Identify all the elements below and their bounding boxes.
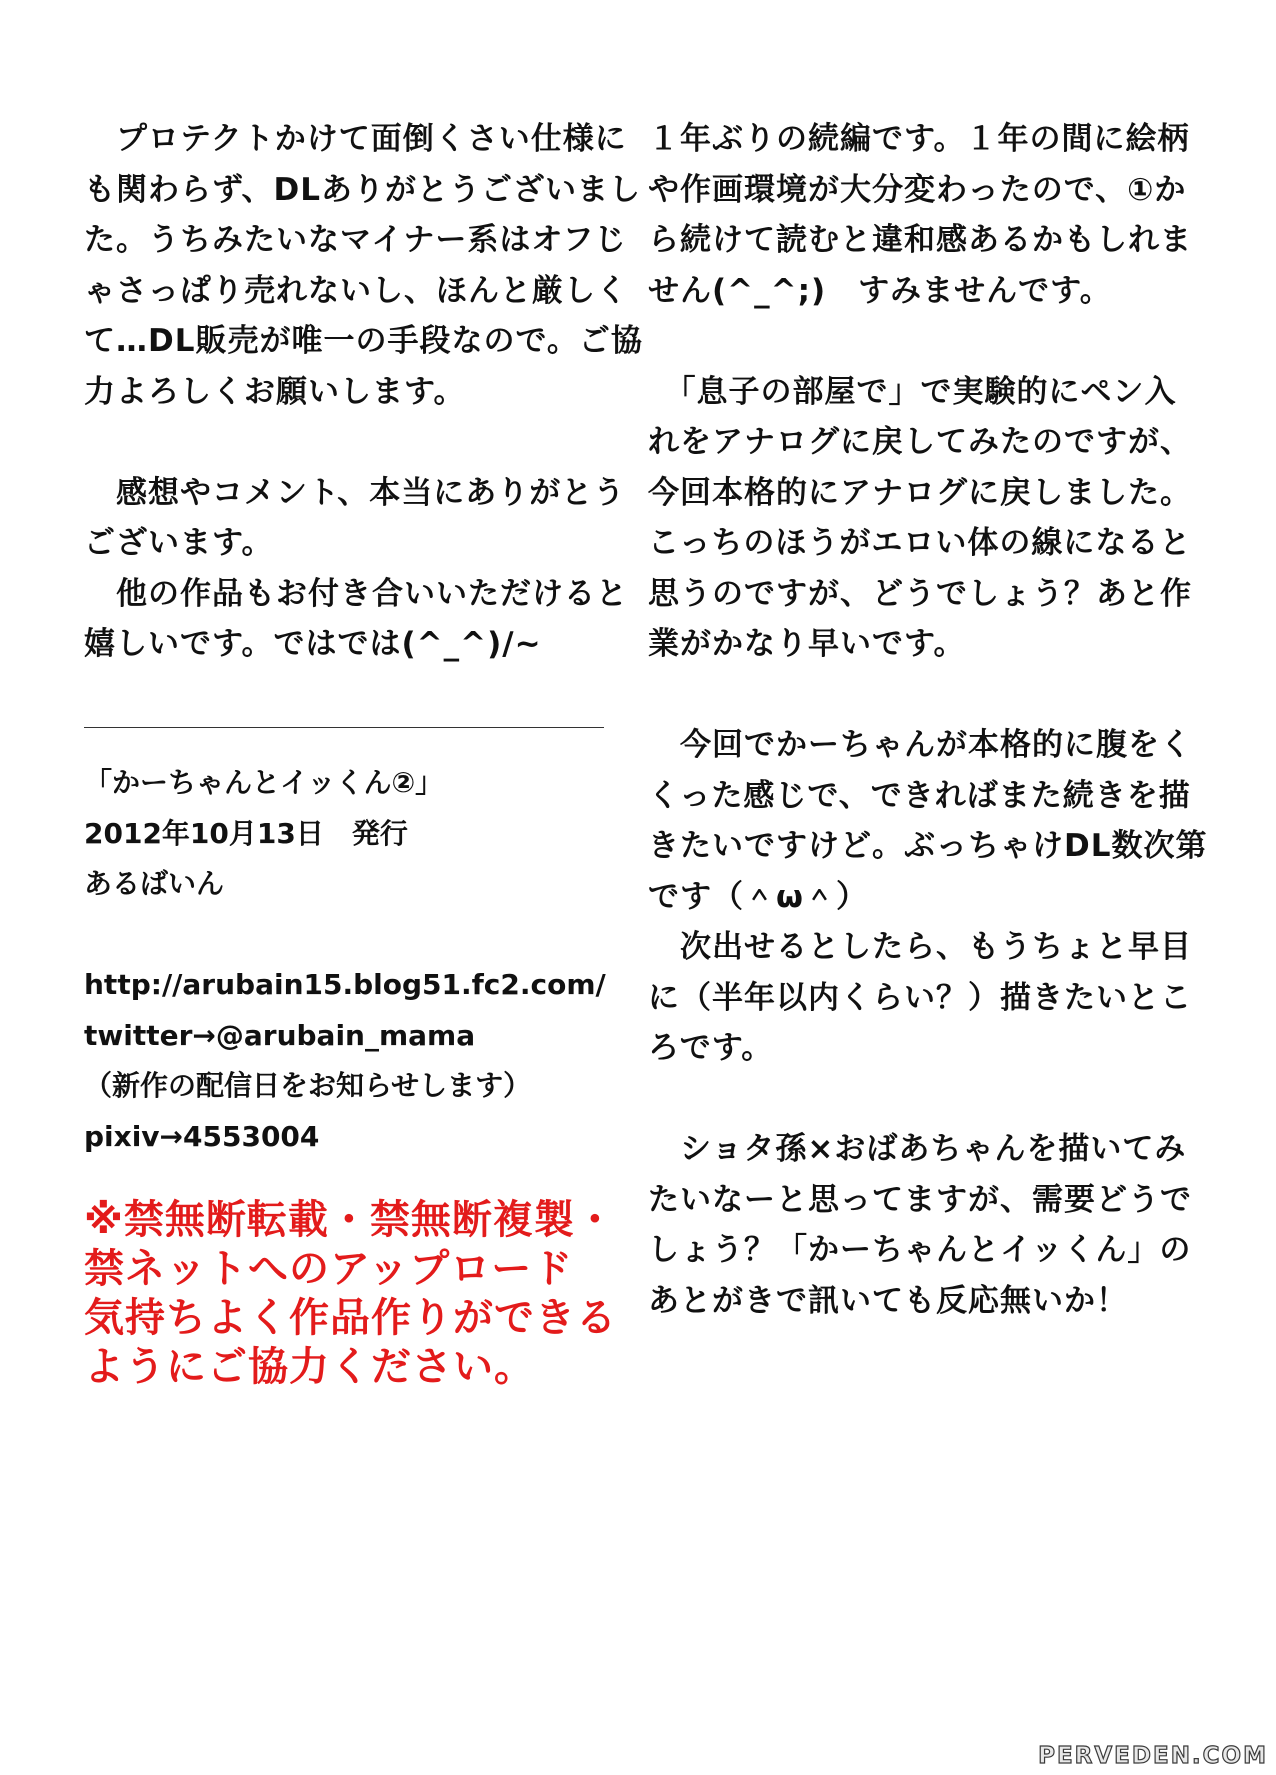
text-line: れをアナログに戻してみたのですが、 xyxy=(648,424,1192,460)
left-column xyxy=(84,114,643,670)
copyright-notice xyxy=(84,1196,684,1392)
paragraph xyxy=(84,114,643,417)
publish-date: 2012年10月13日 発行 xyxy=(84,816,408,850)
section-divider xyxy=(84,727,604,728)
text-line: こっちのほうがエロい体の線になると xyxy=(648,525,1192,561)
text-line: ゃさっぱり売れないし、ほんと厳しく xyxy=(84,272,628,309)
text-line: しょう？「かーちゃんとイッくん」の xyxy=(648,1232,1192,1268)
text-line: 力よろしくお願いします。 xyxy=(84,373,466,410)
book-title: 「かーちゃんとイッくん②」 xyxy=(84,766,444,799)
paragraph-gap xyxy=(648,670,1188,721)
pixiv-id: pixiv→4553004 xyxy=(84,1119,320,1153)
text-line: プロテクトかけて面倒くさい仕様に xyxy=(84,121,627,157)
paragraph xyxy=(648,367,1192,670)
text-line: た。うちみたいなマイナー系はオフじ xyxy=(84,222,627,258)
text-line: せん(^_^;) すみませんです。 xyxy=(648,272,1112,309)
text-line: 今回本格的にアナログに戻しました。 xyxy=(648,474,1192,511)
text-line: です（＾ω＾） xyxy=(648,878,868,915)
text-line: 今回でかーちゃんが本格的に腹をく xyxy=(648,727,1192,763)
text-line: 他の作品もお付き合いいただけると xyxy=(84,575,628,612)
blog-url: http://arubain15.blog51.fc2.com/ xyxy=(84,968,606,1001)
text-line: や作画環境が大分変わったので、①か xyxy=(648,171,1187,208)
text-line: １年ぶりの続編です。１年の間に絵柄 xyxy=(648,121,1190,157)
text-line: たいなーと思ってますが、需要どうで xyxy=(648,1181,1192,1218)
circle-name: あるばいん xyxy=(84,867,225,900)
twitter-handle: twitter→@arubain_mama xyxy=(84,1018,476,1052)
text-line: ら続けて読むと違和感あるかもしれま xyxy=(648,222,1192,258)
text-line: 次出せるとしたら、もうちょと早目 xyxy=(648,929,1192,965)
paragraph-gap xyxy=(648,1074,1188,1125)
text-line: きたいですけど。ぶっちゃけDL数次第 xyxy=(648,828,1208,864)
text-line: も関わらず、DLありがとうございまし xyxy=(84,171,642,208)
text-line: て…DL販売が唯一の手段なので。ご協 xyxy=(84,323,643,359)
text-line: あとがきで訊いても反応無いか！ xyxy=(648,1282,1128,1319)
notice-line: ※禁無断転載・禁無断複製・ xyxy=(84,1197,616,1243)
colophon xyxy=(84,758,644,1162)
paragraph xyxy=(84,468,628,670)
text-line: 「息子の部屋で」で実験的にペン入 xyxy=(648,373,1177,410)
paragraph xyxy=(648,720,1208,1074)
text-line: 業がかなり早いです。 xyxy=(648,626,966,662)
notice-line: ようにご協力ください。 xyxy=(84,1344,535,1390)
text-line: ショタ孫×おばあちゃんを描いてみ xyxy=(648,1131,1187,1167)
text-line: くった感じで、できればまた続きを描 xyxy=(648,777,1191,814)
paragraph xyxy=(648,1124,1192,1326)
notice-line: 禁ネットへのアップロード xyxy=(84,1246,574,1292)
right-column xyxy=(648,114,1208,1326)
text-line: 嬉しいです。ではでは(^_^)/~ xyxy=(84,626,542,662)
text-line: 感想やコメント、本当にありがとう xyxy=(84,474,626,511)
paragraph-gap xyxy=(648,316,1188,367)
paragraph xyxy=(648,114,1192,316)
site-watermark: PERVEDEN.COM xyxy=(1038,1743,1268,1769)
text-line: ございます。 xyxy=(84,525,274,561)
text-line: ろです。 xyxy=(648,1030,774,1066)
colophon-gap xyxy=(84,910,644,961)
text-line: 思うのですが、どうでしょう？あと作 xyxy=(648,575,1192,612)
text-line: に（半年以内くらい？）描きたいとこ xyxy=(648,979,1192,1016)
twitter-note: （新作の配信日をお知らせします） xyxy=(84,1069,532,1102)
notice-line: 気持ちよく作品作りができる xyxy=(84,1295,617,1341)
paragraph-gap xyxy=(84,417,624,468)
